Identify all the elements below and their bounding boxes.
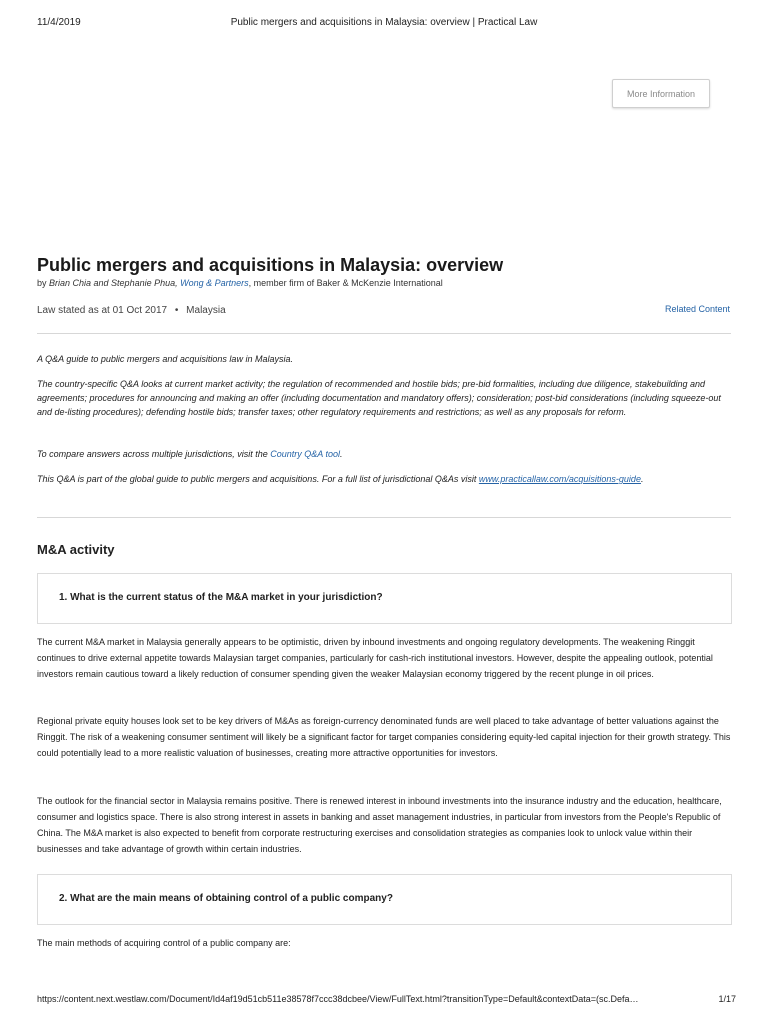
question-title: 1. What is the current status of the M&A market in your jurisdiction?: [59, 592, 383, 603]
country-qa-tool-link[interactable]: Country Q&A tool: [270, 449, 340, 459]
answer-paragraph: The current M&A market in Malaysia generally appears to be optimistic, driven by inbound investments and ongoing regulatory developments. The weakening Ringgit continues to drive external appetite towards Malaysian target companies, particularly for cash-rich institutional investors. However, despite the appealing outlook, potential investors remain cautious toward a likely reduction of consumer spending given the weaker Malaysian economy triggered by the recent plunge in oil prices.: [37, 637, 713, 679]
divider: [37, 333, 731, 334]
intro-text: This Q&A is part of the global guide to public mergers and acquisitions. For a full list of jurisdictional Q&As visit: [37, 474, 479, 484]
question-title: 2. What are the main means of obtaining control of a public company?: [59, 893, 393, 904]
answer-paragraph: The main methods of acquiring control of a public company are:: [37, 938, 291, 948]
firm-link[interactable]: Wong & Partners: [180, 278, 249, 288]
authors: Brian Chia and Stephanie Phua: [49, 278, 176, 288]
document-meta: [37, 305, 226, 316]
print-footer: [0, 994, 768, 1008]
intro-paragraph: [37, 472, 731, 486]
document-title: Public mergers and acquisitions in Malaysia: overview: [37, 255, 504, 275]
section-heading: M&A activity: [37, 542, 115, 557]
intro-text: .: [640, 474, 644, 484]
intro-text: To compare answers across multiple jurisdictions, visit the: [37, 449, 271, 459]
byline: [37, 278, 443, 288]
answer-paragraph: Regional private equity houses look set to be key drivers of M&As as foreign-currency denominated funds are well placed to take advantage of better valuations against the Ringgit. The risk of a weakening consumer sentiment will likely be a significant factor for target companies considering equity-led capital injection for their growth strategy. This could potentially lead to a more realistic valuation of businesses, creating more attractive opportunities for investors.: [37, 716, 731, 758]
intro-text: .: [339, 449, 343, 459]
print-title: Public mergers and acquisitions in Malaysia: overview | Practical Law: [230, 17, 538, 28]
intro-paragraph: A Q&A guide to public mergers and acquisitions law in Malaysia.: [37, 354, 293, 364]
related-content-link[interactable]: Related Content: [664, 304, 730, 314]
byline-prefix: by: [37, 278, 50, 288]
footer-url: https://content.next.westlaw.com/Document/Id4af19d51cb511e38578f7ccc38dcbee/View/FullText.html?transitionType=Default&contextData=(sc.Defa…: [37, 994, 639, 1004]
page-number: 1/17: [718, 994, 736, 1004]
question-box: [37, 573, 732, 624]
divider: [37, 517, 731, 518]
intro-paragraph: [37, 447, 731, 461]
more-information-button[interactable]: More Information: [612, 79, 710, 108]
law-stated-date: Law stated as at 01 Oct 2017: [37, 305, 168, 316]
firm-suffix: , member firm of Baker & McKenzie International: [248, 278, 443, 288]
intro-paragraph: The country-specific Q&A looks at current market activity; the regulation of recommended and hostile bids; pre-bid formalities, including due diligence, stakebuilding and agreements; procedures for announcing and making an offer (including documentation and mandatory offers); consideration; post-bid considerations (including squeeze-out and de-listing procedures); defending hostile bids; transfer taxes; other regulatory requirements and restrictions; as well as any proposals for reform.: [37, 379, 721, 417]
meta-separator: •: [174, 305, 179, 316]
author-separator: ,: [175, 278, 181, 288]
print-header: [0, 17, 768, 31]
question-box: [37, 874, 732, 925]
print-date: 11/4/2019: [37, 17, 81, 28]
answer-paragraph: The outlook for the financial sector in Malaysia remains positive. There is renewed interest in inbound investments into the insurance industry and the education, healthcare, consumer and logistics space. There is also strong interest in assets in banking and asset management industries, in particular from investors from the People's Republic of China. The M&A market is also expected to benefit from corporate restructuring exercises and consolidation strategies as companies look to unlock value within their businesses and take advantage of growth within certain industries.: [37, 796, 722, 854]
jurisdiction: Malaysia: [186, 305, 226, 316]
acquisitions-guide-link[interactable]: www.practicallaw.com/acquisitions-guide: [478, 474, 641, 484]
